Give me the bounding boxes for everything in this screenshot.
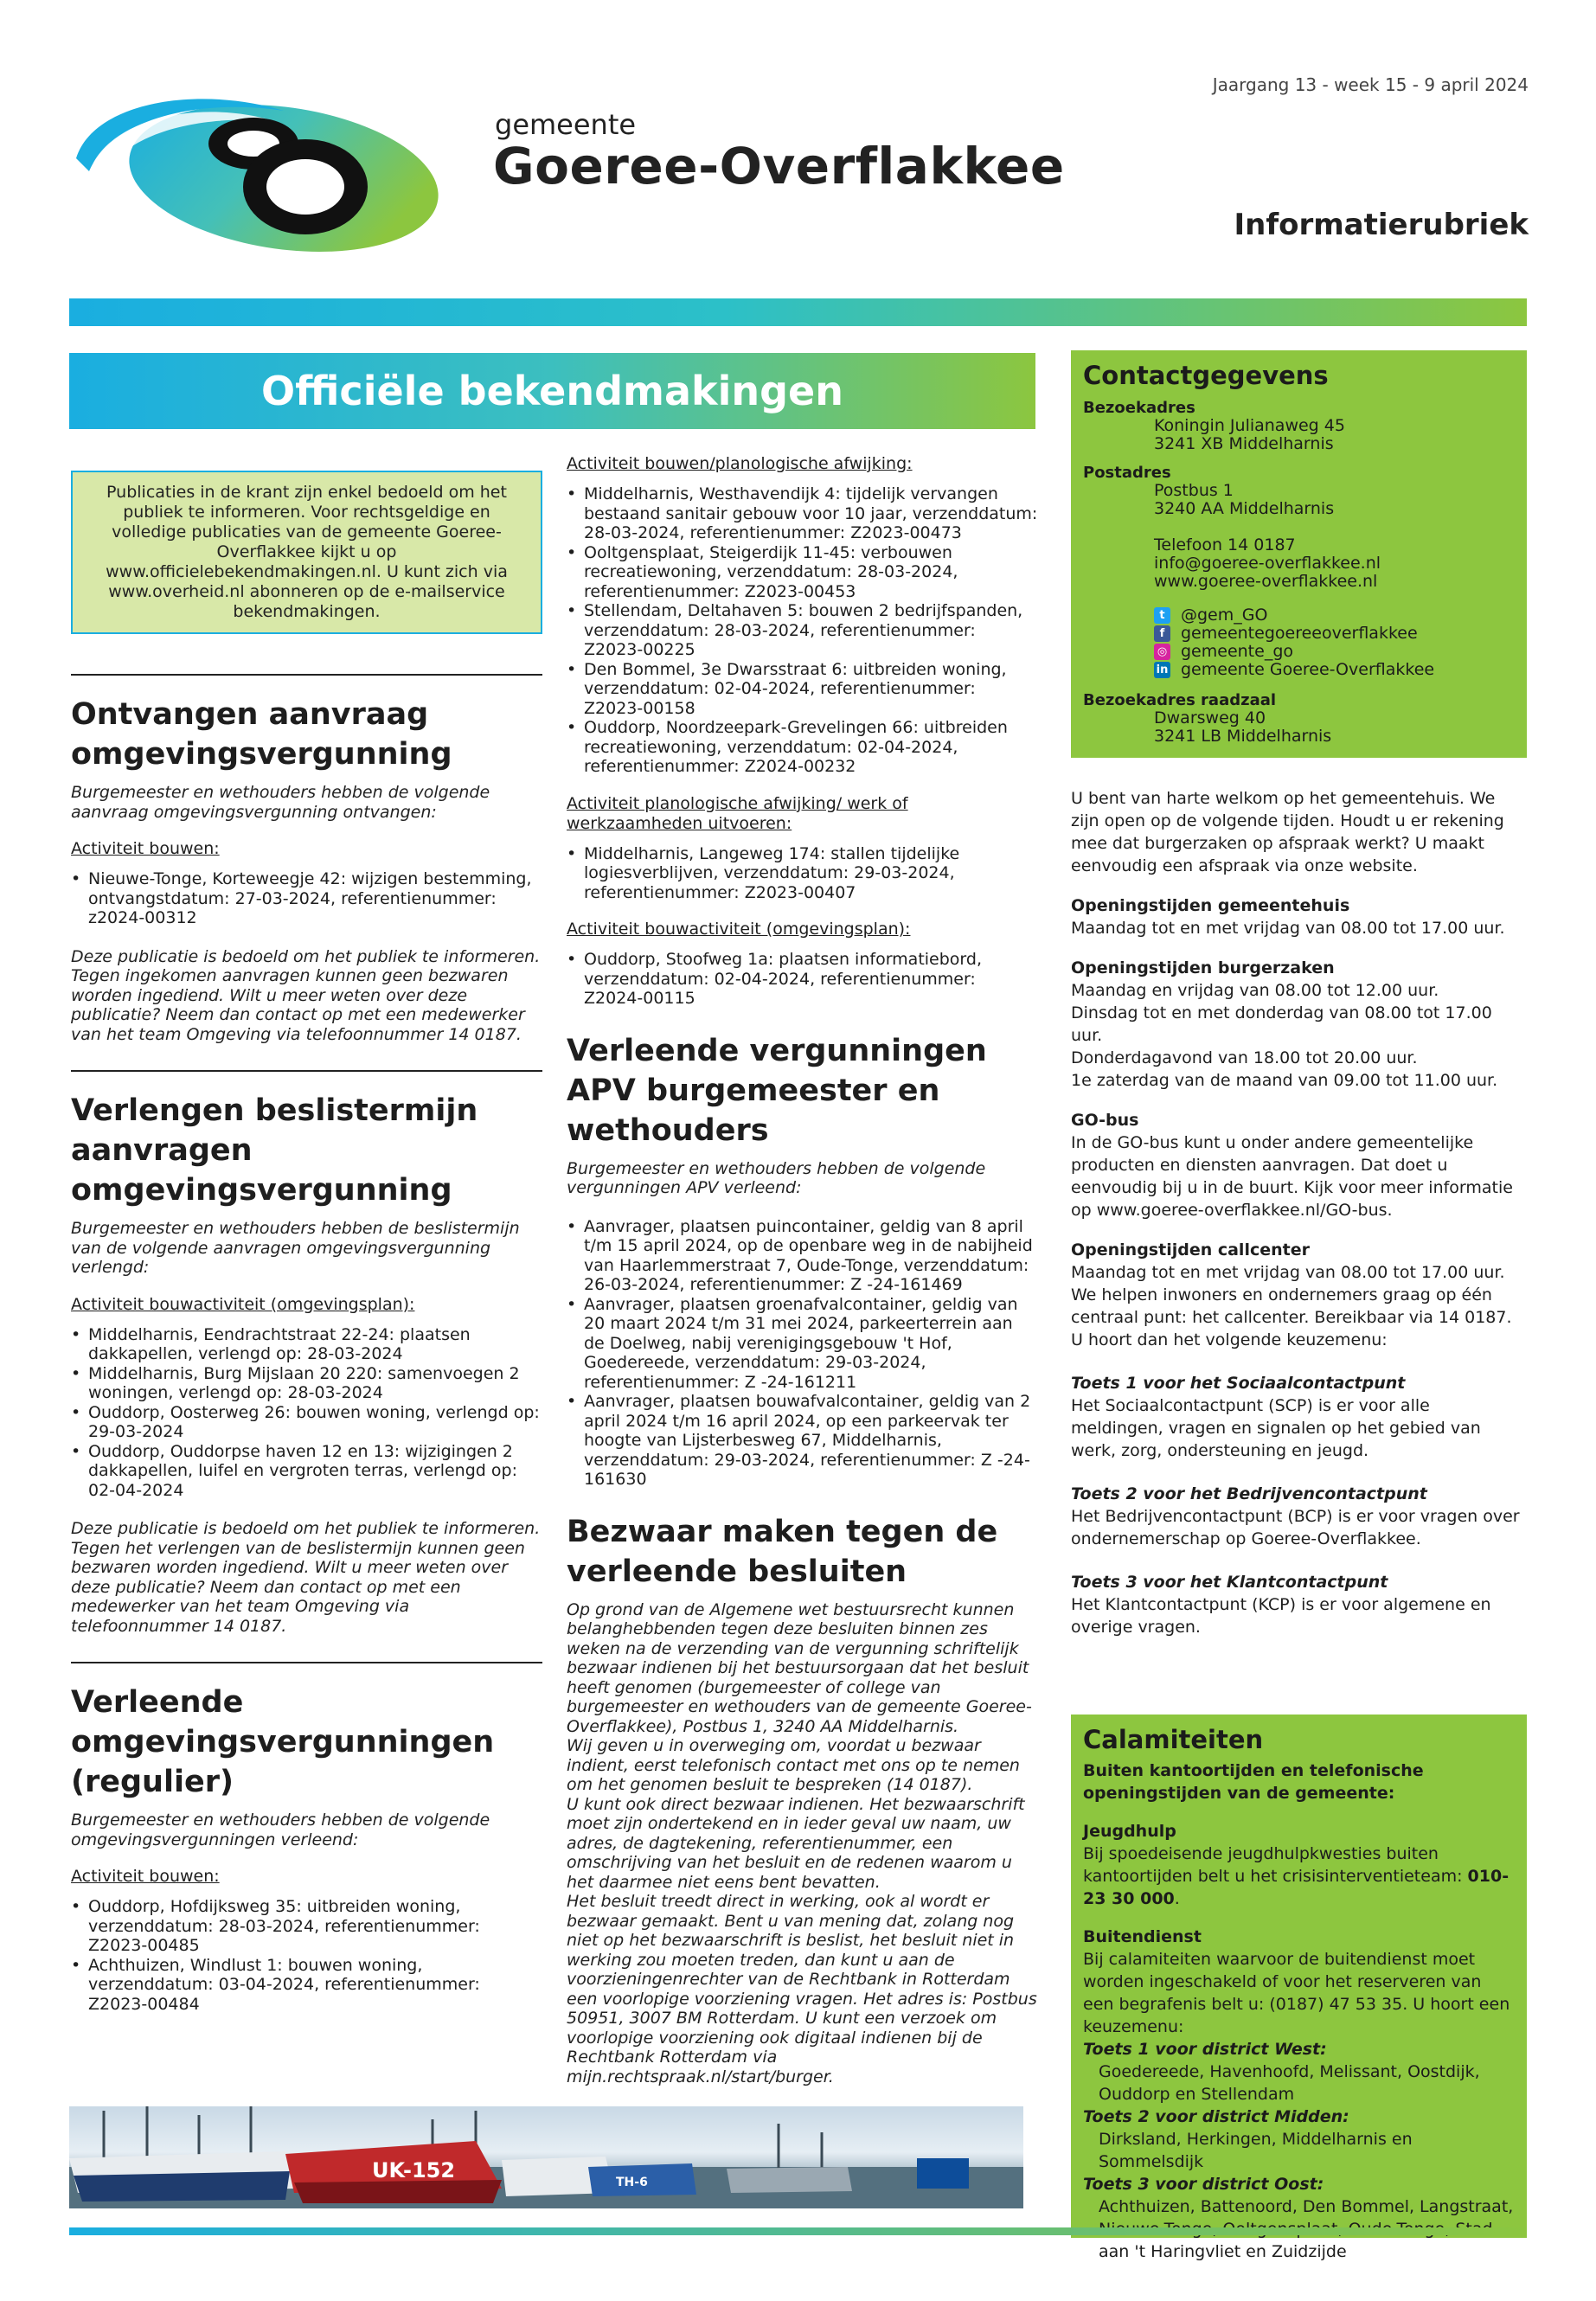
postal-address-line: 3240 AA Middelharnis [1154,499,1335,518]
district-heading: Toets 1 voor district West: [1083,2040,1327,2059]
list [567,484,1038,777]
menu-option-text: Het Bedrijvencontactpunt (BCP) is er voor vragen over ondernemerschap op Goeree-Overflakkee. [1071,1507,1520,1548]
info-heading: Openingstijden burgerzaken [1071,958,1335,977]
section-intro: Burgemeester en wethouders hebben de volgende omgevingsvergunningen verleend: [71,1811,490,1849]
phone-number: Telefoon 14 0187 [1154,535,1296,554]
list-item: • Stellendam, Deltahaven 5: bouwen 2 bedrijfspanden, verzenddatum: 28-03-2024, referentienummer: Z2023-00225 [567,601,1038,660]
logo [67,76,450,253]
facebook-icon: f [1154,625,1170,642]
section-title-bezwaar: Bezwaar maken tegen de verleende besluiten [567,1514,998,1589]
council-address-label: Bezoekadres raadzaal [1083,691,1277,709]
list [71,1325,542,1501]
officiele-bekendmakingen-banner: Officiële bekendmakingen [69,353,1035,429]
district-places: Dirksland, Herkingen, Middelharnis en Sommelsdijk [1099,2130,1413,2171]
header-gradient-bar [69,298,1527,326]
section-title-aanvraag: Ontvangen aanvraag omgevingsvergunning [71,697,452,772]
list-item: • Nieuwe-Tonge, Korteweegje 42: wijzigen bestemming, ontvangstdatum: 27-03-2024, referentienummer: z2024-00312 [71,869,542,928]
opening-info [1071,787,1527,1638]
council-address-line: 3241 LB Middelharnis [1154,727,1332,746]
list-item: • Middelharnis, Burg Mijslaan 20 220: samenvoegen 2 woningen, verlengd op: 28-03-2024 [71,1364,542,1403]
list-item: • Ouddorp, Stoofweg 1a: plaatsen informatiebord, verzenddatum: 02-04-2024, referentienummer: Z2024-00115 [567,950,1038,1009]
activity-heading: Activiteit bouwen: [71,1867,220,1886]
activity-heading: Activiteit bouwen: [71,839,220,858]
list-item: • Achthuizen, Windlust 1: bouwen woning, verzenddatum: 03-04-2024, referentienummer: Z2023-00484 [71,1956,542,2015]
column-right [1071,350,1527,1638]
visit-address-line: 3241 XB Middelharnis [1154,434,1334,453]
district-heading: Toets 3 voor district Oost: [1083,2175,1324,2194]
district-places: Goedereede, Havenhoofd, Melissant, Oostdijk, Ouddorp en Stellendam [1099,2062,1480,2104]
section-outro: Deze publicatie is bedoeld om het publiek te informeren. Tegen het verlengen van de beslistermijn kunnen geen bezwaren worden ingediend. Wilt u meer weten over deze publicatie? Neem dan contact op met een medewerker van het team Omgeving via telefoonnummer 14 0187. [71,1519,541,1636]
divider [71,1662,542,1663]
info-text: Donderdagavond van 18.00 tot 20.00 uur. [1071,1048,1418,1067]
buitendienst-label: Buitendienst [1083,1927,1202,1946]
footer-gradient-bar [69,2227,1527,2235]
menu-option-text: Het Klantcontactpunt (KCP) is er voor algemene en overige vragen. [1071,1595,1491,1637]
calamiteiten-box [1071,1715,1527,2261]
list-item: • Aanvrager, plaatsen bouwafvalcontainer, geldig van 2 april 2024 t/m 16 april 2024, op een parkeervak ter hoogte van Lijsterbesweg 67, Middelharnis, verzenddatum: 29-03-2024, referentienummer: Z -24-161630 [567,1392,1038,1490]
list [567,1217,1038,1490]
municipality-prefix: gemeente [495,108,637,141]
municipality-name: Goeree-Overflakkee [493,137,1065,195]
divider [71,674,542,676]
list-item: • Ouddorp, Noordzeepark-Grevelingen 66: uitbreiden recreatiewoning, verzenddatum: 02-04-2024, referentienummer: Z2024-00232 [567,718,1038,777]
issue-line: Jaargang 13 - week 15 - 9 april 2024 [1212,74,1529,95]
menu-option-heading: Toets 2 voor het Bedrijvencontactpunt [1071,1484,1427,1503]
bezwaar-paragraph: Wij geven u in overweging om, voordat u bezwaar indient, eerst telefonisch contact met ons op te nemen om het genomen besluit te bespreken (14 0187). [567,1736,1020,1794]
section-intro: Burgemeester en wethouders hebben de beslistermijn van de volgende aanvragen omgevingsvergunning verlengd: [71,1219,520,1277]
info-text: Dinsdag tot en met donderdag van 08.00 tot 17.00 uur. [1071,1003,1492,1045]
activity-heading: Activiteit bouwactiviteit (omgevingsplan): [71,1294,415,1314]
section-title-verlengen: Verlengen beslistermijn aanvragen omgevingsvergunning [71,1093,478,1208]
section-title-verleend: Verleende omgevingsvergunningen (regulier) [71,1685,495,1799]
linkedin-icon: in [1154,662,1170,678]
info-heading: GO-bus [1071,1111,1139,1130]
publication-note: Publicaties in de krant zijn enkel bedoeld om het publiek te informeren. Voor rechtsgeldige en volledige publicaties van de gemeente Goeree-Overflakkee kijkt u op www.officielebekendmakingen.nl. U kunt zich via www.overheid.nl abonneren op de e-mailservice bekendmakingen. [71,471,542,634]
section-intro: Burgemeester en wethouders hebben de volgende aanvraag omgevingsvergunning ontvangen: [71,783,490,822]
jeugdhulp-label: Jeugdhulp [1083,1822,1176,1841]
visit-address-label: Bezoekadres [1083,399,1195,417]
section-intro: Burgemeester en wethouders hebben de volgende vergunningen APV verleend: [567,1158,986,1197]
list-item: • Ouddorp, Ouddorpse haven 12 en 13: wijzigingen 2 dakkapellen, luifel en vergroten terras, verlengd op: 02-04-2024 [71,1442,542,1501]
twitter-icon: t [1154,607,1170,624]
info-text: Maandag tot en met vrijdag van 08.00 tot 17.00 uur. We helpen inwoners en ondernemers graag op één centraal punt: het callcenter. Bereikbaar via 14 0187. U hoort dan het volgende keuzemenu: [1071,1263,1512,1349]
twitter-handle: @gem_GO [1181,606,1268,625]
district-places: Achthuizen, Battenoord, Den Bommel, Langstraat, aan 't Haringvliet en Zuidzijde [1099,2197,1514,2261]
activity-heading: Activiteit bouwactiviteit (omgevingsplan): [567,920,911,939]
list-item: • Aanvrager, plaatsen puincontainer, geldig van 8 april t/m 15 april 2024, op de openbare weg in de nabijheid van Haarlemmerstraat 7, Oude-Tonge, verzenddatum: 26-03-2024, referentienummer: Z -24-161469 [567,1217,1038,1295]
social-twitter[interactable] [1083,606,1515,625]
list-item: • Den Bommel, 3e Dwarsstraat 6: uitbreiden woning, verzenddatum: 02-04-2024, referentienummer: Z2023-00158 [567,660,1038,719]
info-heading: Openingstijden callcenter [1071,1240,1310,1259]
crisis-phone: 010-23 30 000 [1083,1867,1509,1908]
section-title-apv: Verleende vergunningen APV burgemeester en wethouders [567,1033,987,1148]
email-link[interactable]: info@goeree-overflakkee.nl [1154,554,1381,573]
divider [71,1070,542,1072]
info-heading: Openingstijden gemeentehuis [1071,896,1350,915]
bezwaar-paragraph: Het besluit treedt direct in werking, ook al wordt er bezwaar gemaakt. Bent u van mening dat, zolang nog niet op het bezwaarschrift is beslist, het besluit niet in werking zou moeten treden, dan kunt u aan de voorzieningenrechter van de Rechtbank in Rotterdam een voorlopige voorziening vragen. Het adres is: Postbus 50951, 3007 BM Rotterdam. U kunt een verzoek om voorlopige voorziening ook digitaal indienen bij de Rechtbank Rotterdam via mijn.rechtspraak.nl/start/burger. [567,1892,1037,2086]
info-text: Maandag en vrijdag van 08.00 tot 12.00 uur. [1071,981,1439,1000]
info-text: Maandag tot en met vrijdag van 08.00 tot 17.00 uur. [1071,919,1505,938]
instagram-handle: gemeente_go [1181,642,1294,661]
postal-address-line: Postbus 1 [1154,481,1234,500]
buitendienst-text: Bij calamiteiten waarvoor de buitendienst moet worden ingeschakeld of voor het reserveren van een begrafenis belt u: (0187) 47 53 35. U hoort een keuzemenu: [1083,1950,1510,2036]
menu-option-heading: Toets 3 voor het Klantcontactpunt [1071,1573,1388,1592]
section-title: Informatierubriek [1234,208,1529,242]
list-item: • Ouddorp, Oosterweg 26: bouwen woning, verlengd op: 29-03-2024 [71,1403,542,1442]
list [71,1897,542,2014]
logo-icon [67,76,450,253]
list [567,950,1038,1009]
linkedin-handle: gemeente Goeree-Overflakkee [1181,660,1435,679]
postal-address-label: Postadres [1083,464,1171,482]
column-middle [567,454,1038,2086]
welcome-text: U bent van harte welkom op het gemeentehuis. We zijn open op de volgende tijden. Houdt u er rekening mee dat burgerzaken op afspraak werkt? U maakt eenvoudig een afspraak via onze website. [1071,789,1504,875]
calamiteiten-subtitle: Buiten kantoortijden en telefonische openingstijden van de gemeente: [1083,1761,1424,1803]
instagram-icon: ◎ [1154,644,1170,660]
calamiteiten-title: Calamiteiten [1083,1725,1264,1754]
social-instagram[interactable] [1083,643,1515,661]
list-item: • Aanvrager, plaatsen groenafvalcontainer, geldig van 20 maart 2024 t/m 31 mei 2024, parkeerterrein aan de Doelweg, nabij verenigingsgebouw 't Hof, Goedereede, verzenddatum: 29-03-2024, referentienummer: Z -24-161211 [567,1295,1038,1393]
district-heading: Toets 2 voor district Midden: [1083,2107,1349,2126]
contact-title: Contactgegevens [1083,361,1329,390]
list-item: • Middelharnis, Langeweg 174: stallen tijdelijke logiesverblijven, verzenddatum: 29-03-2024, referentienummer: Z2023-00407 [567,844,1038,903]
column-left [71,463,542,2014]
bezwaar-paragraph: U kunt ook direct bezwaar indienen. Het bezwaarschrift moet zijn ondertekend en in ieder geval uw naam, uw adres, de dagtekening, referentienummer, een omschrijving van het besluit en de redenen waarom u het daarmee niet eens bent bevatten. [567,1794,1025,1892]
visit-address-line: Koningin Julianaweg 45 [1154,416,1345,435]
section-outro: Deze publicatie is bedoeld om het publiek te informeren. Tegen ingekomen aanvragen kunnen geen bezwaren worden ingediend. Wilt u meer weten over deze publicatie? Neem dan contact op met een medewerker van het team Omgeving via telefoonnummer 14 0187. [71,946,541,1044]
info-text: 1e zaterdag van de maand van 09.00 tot 11.00 uur. [1071,1071,1498,1090]
facebook-handle: gemeentegoereeoverflakkee [1181,624,1418,643]
boat-registration-th6: TH-6 [616,2176,648,2189]
menu-option-heading: Toets 1 voor het Sociaalcontactpunt [1071,1374,1406,1393]
jeugdhulp-text: Bij spoedeisende jeugdhulpkwesties buiten kantoortijden belt u het crisisinterventieteam: 010-23 30 000. [1083,1844,1509,1908]
fishing-boats-illustration [69,2106,1023,2208]
list-item: • Ooltgensplaat, Steigerdijk 11-45: verbouwen recreatiewoning, verzenddatum: 28-03-2024, referentienummer: Z2023-00453 [567,543,1038,602]
list-item: • Middelharnis, Eendrachtstraat 22-24: plaatsen dakkapellen, verlengd op: 28-03-2024 [71,1325,542,1364]
bezwaar-paragraph: Op grond van de Algemene wet bestuursrecht kunnen belanghebbenden tegen deze besluiten binnen zes weken na de verzending van de vergunning schriftelijk bezwaar indienen bij het bestuursorgaan dat het besluit heeft genomen (burgemeester of college van burgemeester en wethouders van de gemeente Goeree-Overflakkee), Postbus 1, 3240 AA Middelharnis. [567,1599,1032,1736]
list [567,844,1038,903]
harbour-photo [69,2106,1023,2208]
activity-heading: Activiteit planologische afwijking/ werk of werkzaamheden uitvoeren: [567,793,908,833]
list-item: • Ouddorp, Hofdijksweg 35: uitbreiden woning, verzenddatum: 28-03-2024, referentienummer: Z2023-00485 [71,1897,542,1956]
list-item: • Middelharnis, Westhavendijk 4: tijdelijk vervangen bestaand sanitair gebouw voor 10 jaar, verzenddatum: 28-03-2024, referentienummer: Z2023-00473 [567,484,1038,543]
social-linkedin[interactable] [1083,661,1515,679]
activity-heading: Activiteit bouwen/planologische afwijking: [567,454,913,473]
boat-registration-uk152: UK-152 [372,2158,456,2182]
list [71,869,542,928]
social-facebook[interactable] [1083,625,1515,643]
contact-box [1071,350,1527,758]
council-address-line: Dwarsweg 40 [1154,708,1266,727]
menu-option-text: Het Sociaalcontactpunt (SCP) is er voor alle meldingen, vragen en signalen op het gebied van werk, zorg, ondersteuning en jeugd. [1071,1396,1481,1460]
website-link[interactable]: www.goeree-overflakkee.nl [1154,572,1378,591]
info-text: In de GO-bus kunt u onder andere gemeentelijke producten en diensten aanvragen. Dat doet u eenvoudig bij u in de buurt. Kijk voor meer informatie op www.goeree-overflakkee.nl/GO-bus. [1071,1133,1513,1220]
